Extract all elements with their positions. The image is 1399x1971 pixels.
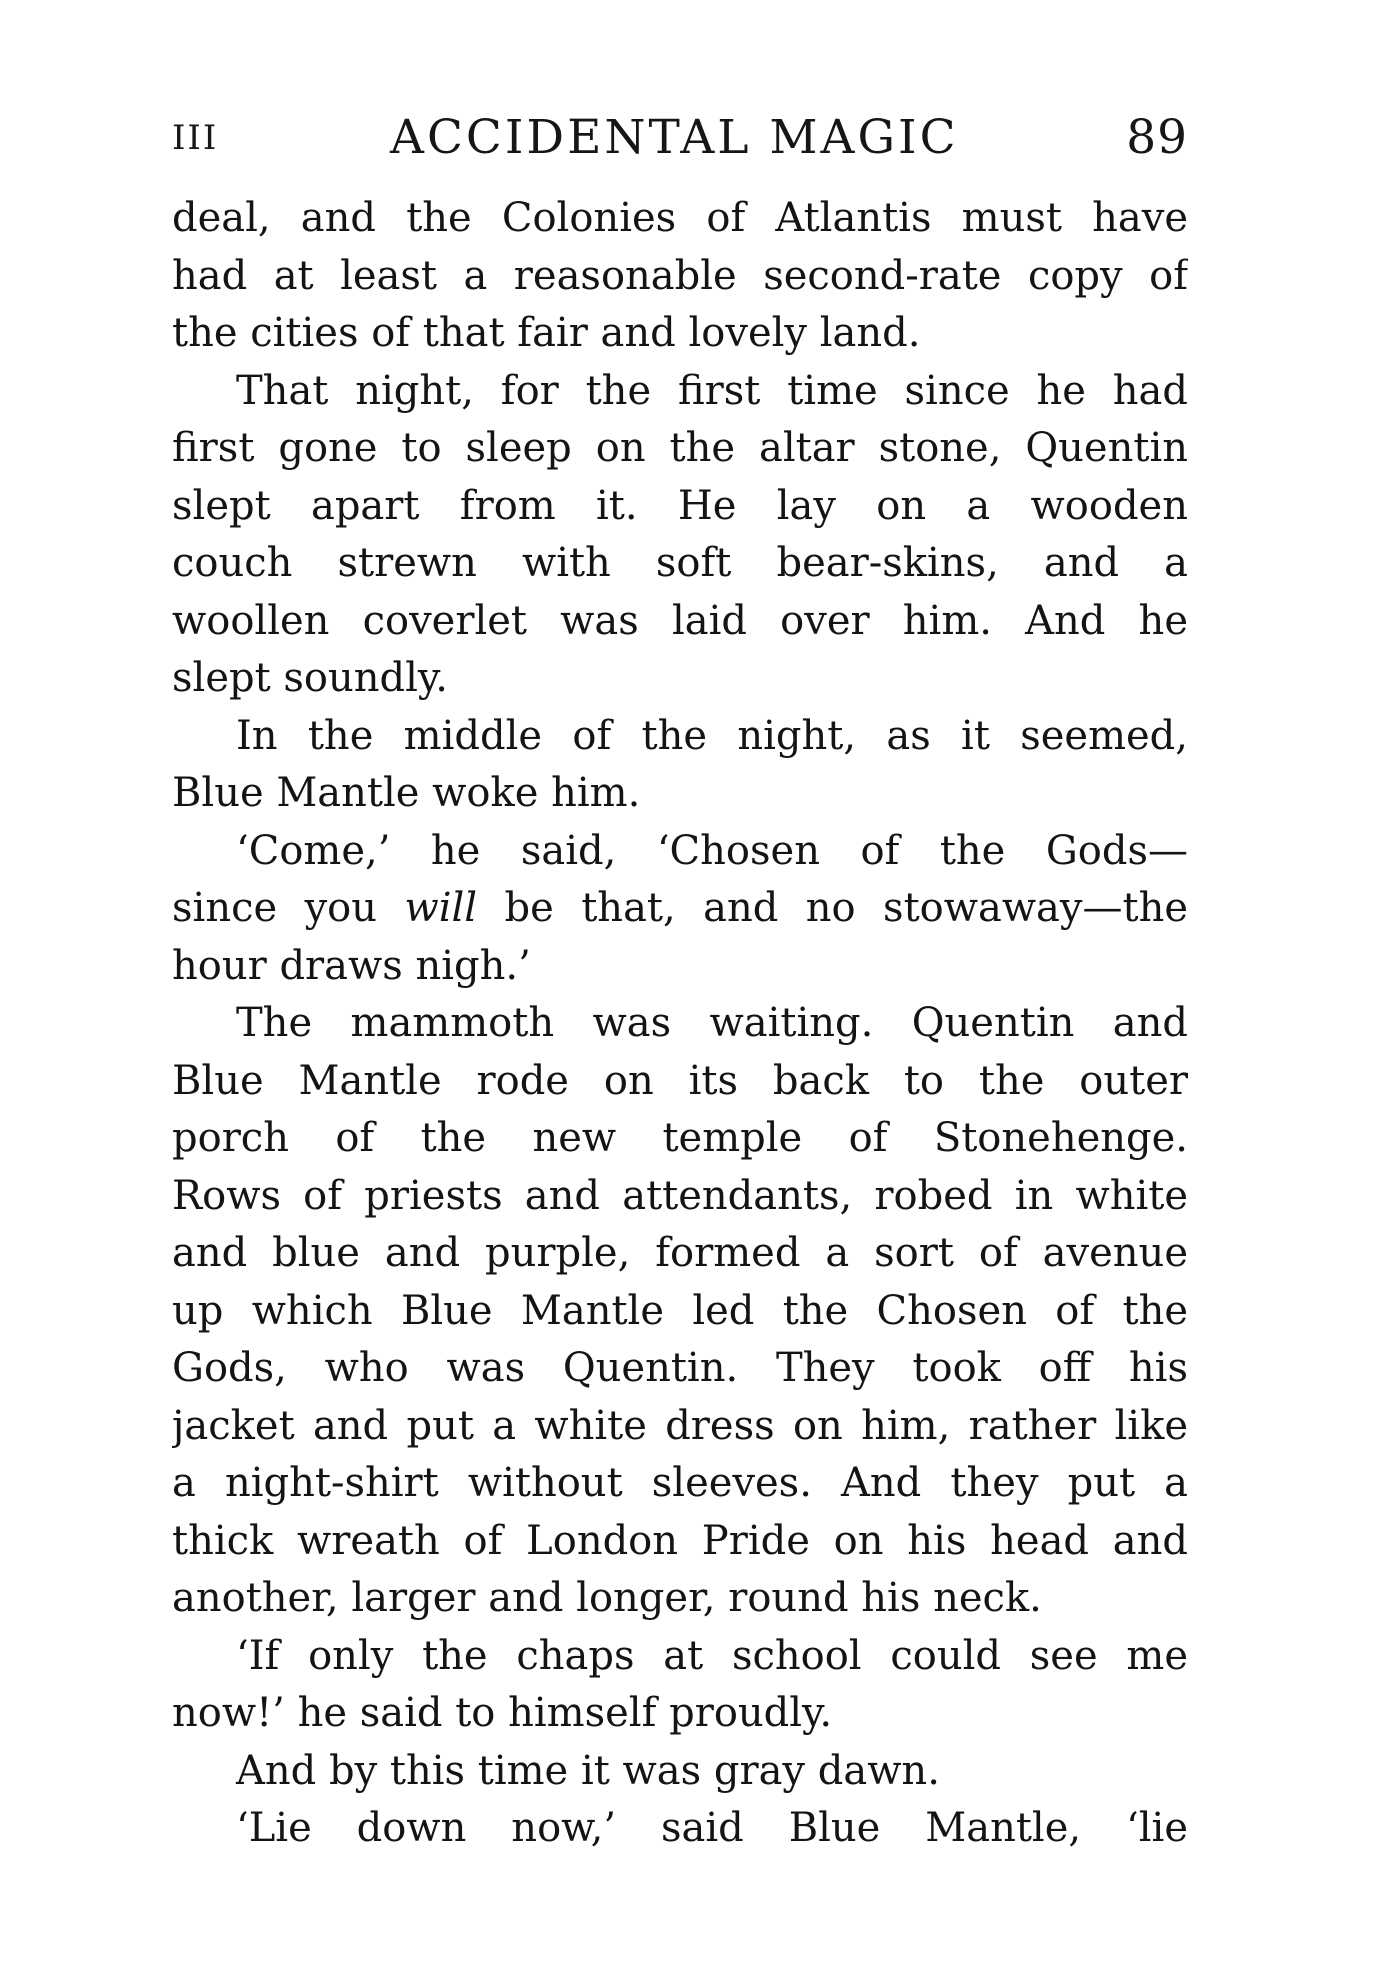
text-line-with-italic	[172, 880, 1188, 938]
text-segment: since you	[172, 885, 405, 931]
text-line: ‘Come,’ he said, ‘Chosen of the Gods—	[236, 827, 1188, 874]
text-line: jacket and put a white dress on him, rather like	[172, 1402, 1188, 1449]
text-line: a night-shirt without sleeves. And they put a	[172, 1460, 1188, 1506]
text-line: now!’ he said to himself proudly.	[172, 1690, 833, 1736]
text-line: Blue Mantle rode on its back to the outer	[172, 1057, 1188, 1104]
running-header	[172, 108, 1188, 168]
text-line: couch strewn with soft bear-skins, and a	[172, 540, 1188, 586]
text-segment: be that, and no stowaway—the	[477, 885, 1188, 931]
text-line: Rows of priests and attendants, robed in white	[172, 1172, 1188, 1219]
text-line: slept apart from it. He lay on a wooden	[172, 482, 1188, 529]
italic-word: will	[404, 885, 478, 931]
text-line: the cities of that fair and lovely land.	[172, 310, 921, 356]
running-title: ACCIDENTAL MAGIC	[390, 110, 959, 165]
text-line: had at least a reasonable second-rate copy of	[172, 252, 1188, 299]
text-line: deal, and the Colonies of Atlantis must have	[172, 195, 1188, 241]
text-line: first gone to sleep on the altar stone, Quentin	[172, 425, 1188, 471]
text-line: Gods, who was Quentin. They took off his	[172, 1345, 1188, 1391]
body-text	[172, 190, 1188, 1858]
text-line: That night, for the first time since he had	[236, 367, 1188, 414]
text-line: porch of the new temple of Stonehenge.	[172, 1115, 1188, 1161]
text-line: In the middle of the night, as it seemed,	[236, 712, 1188, 759]
text-line: another, larger and longer, round his neck.	[172, 1575, 1042, 1621]
chapter-number: III	[172, 118, 219, 158]
text-line: slept soundly.	[172, 655, 448, 701]
text-line: thick wreath of London Pride on his head and	[172, 1517, 1188, 1564]
text-line: ‘Lie down now,’ said Blue Mantle, ‘lie	[236, 1805, 1188, 1851]
text-line: up which Blue Mantle led the Chosen of the	[172, 1287, 1188, 1334]
text-line: And by this time it was gray dawn.	[236, 1747, 940, 1794]
text-line: hour draws nigh.’	[172, 942, 531, 989]
text-line: woollen coverlet was laid over him. And he	[172, 597, 1188, 644]
text-line: and blue and purple, formed a sort of avenue	[172, 1230, 1188, 1276]
text-line: ‘If only the chaps at school could see me	[236, 1632, 1188, 1679]
text-line: The mammoth was waiting. Quentin and	[236, 1000, 1188, 1046]
page-number: 89	[1126, 110, 1188, 165]
text-line: Blue Mantle woke him.	[172, 770, 641, 816]
